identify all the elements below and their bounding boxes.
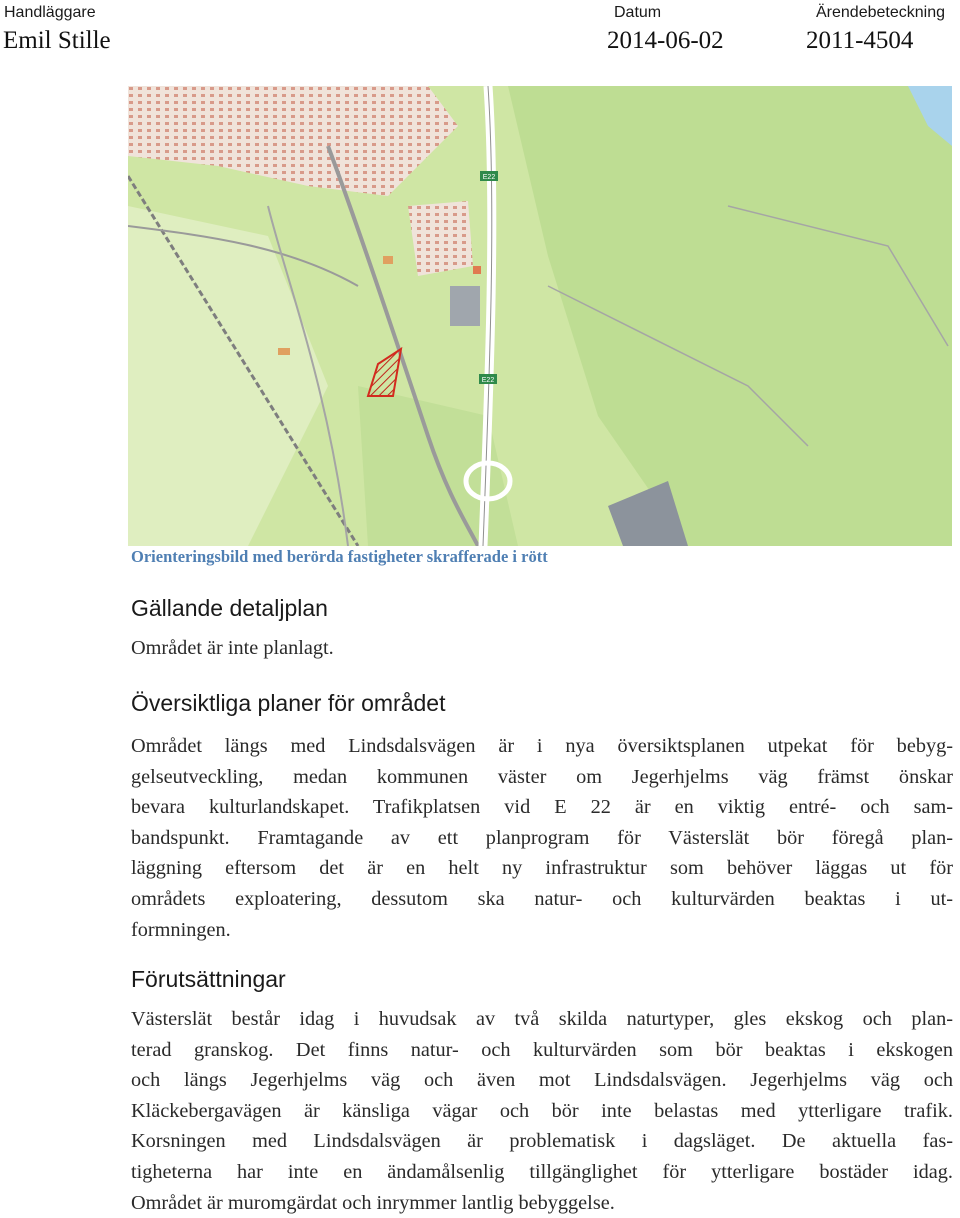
paragraph-line: terad granskog. Det finns natur- och kulturvärden som bör beaktas i ekskogen [131, 1038, 953, 1061]
heading-oversiktliga-planer: Översiktliga planer för området [131, 690, 446, 716]
map-graphic [128, 86, 952, 546]
paragraph-line: formningen. [131, 918, 231, 941]
map-road-sign-e22-1-text: E22 [482, 174, 496, 181]
paragraph-line: läggning eftersom det är en helt ny infrastruktur som behöver läggas ut för [131, 857, 953, 880]
date-label: Datum [614, 4, 662, 21]
map-building [473, 266, 481, 274]
paragraph-line: bevara kulturlandskapet. Trafikplatsen vid E 22 är en viktig entré- och sam- [131, 796, 953, 819]
orientation-map [128, 86, 952, 546]
paragraph-line: Området är muromgärdat och inrymmer lantlig bebyggelse. [131, 1191, 615, 1214]
map-building [383, 256, 393, 264]
paragraph-oversiktliga-planer [131, 731, 953, 945]
paragraph-line: och längs Jegerhjelms väg och även mot Lindsdalsvägen. Jegerhjelms väg och [131, 1069, 953, 1092]
paragraph-line: Korsningen med Lindsdalsvägen är problematisk i dagsläget. De aktuella fas- [131, 1130, 953, 1153]
paragraph-line: Området är inte planlagt. [131, 637, 334, 659]
paragraph-line: Området längs med Lindsdalsvägen är i nya översiktsplanen utpekat för bebyg- [131, 735, 953, 757]
map-industrial [450, 286, 480, 326]
heading-forutsattningar: Förutsättningar [131, 966, 286, 992]
paragraph-line: tigheterna har inte en ändamålsenlig tillgänglighet för ytterligare bostäder idag. [131, 1160, 953, 1183]
paragraph-line: Kläckebergavägen är känsliga vägar och bör inte belastas med ytterligare trafik. [131, 1099, 953, 1122]
heading-detaljplan: Gällande detaljplan [131, 595, 328, 621]
case-number-label: Ärendebeteckning [816, 4, 945, 21]
handler-label: Handläggare [4, 4, 96, 21]
paragraph-forutsattningar [131, 1004, 953, 1218]
map-road-sign-e22-2-text: E22 [481, 377, 495, 384]
map-building [278, 348, 290, 355]
map-caption: Orienteringsbild med berörda fastigheter skrafferade i rött [131, 547, 548, 566]
paragraph-detaljplan [131, 633, 953, 664]
paragraph-line: Västerslät består idag i huvudsak av två skilda naturtyper, gles ekskog och plan- [131, 1008, 953, 1030]
date-value: 2014-06-02 [607, 27, 724, 54]
paragraph-line: gelseutveckling, medan kommunen väster om Jegerhjelms väg främst önskar [131, 765, 953, 788]
handler-value: Emil Stille [3, 27, 111, 54]
case-number-value: 2011-4504 [806, 27, 914, 54]
map-urban-area-2 [408, 201, 473, 276]
paragraph-line: bandspunkt. Framtagande av ett planprogram för Västerslät bör föregå plan- [131, 826, 953, 849]
paragraph-line: områdets exploatering, dessutom ska natur- och kulturvärden beaktas i ut- [131, 887, 953, 910]
